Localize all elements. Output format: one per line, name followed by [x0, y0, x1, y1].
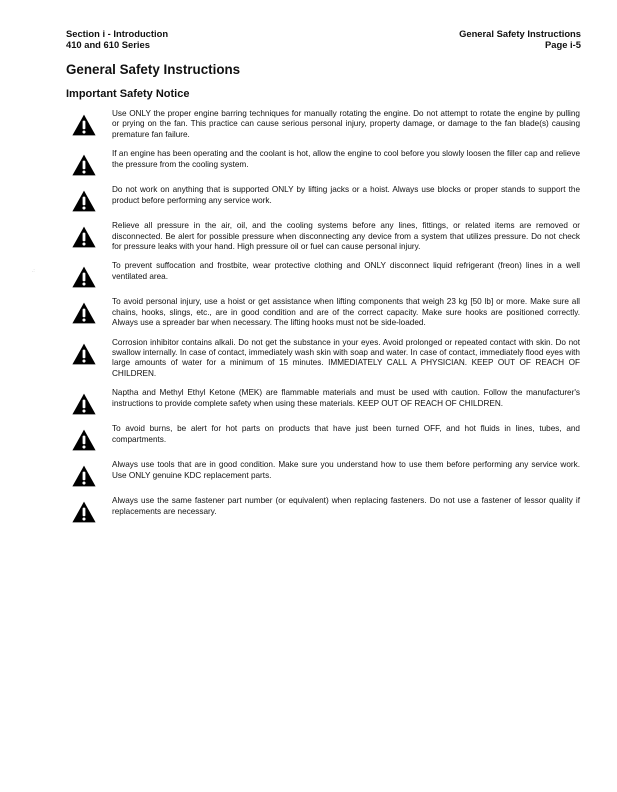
header-section-info [66, 28, 168, 50]
warning-triangle-icon [72, 190, 96, 212]
warning-triangle-icon [72, 429, 96, 451]
warning-triangle-shape [72, 114, 96, 136]
scan-artifact: .: [32, 268, 35, 274]
safety-notice-text: To avoid personal injury, use a hoist or get assistance when lifting components that weigh 23 kg [50 lb] or more. Make sure all chains, hooks, slings, etc., are in good condition and are of the correct capacity. Make sure hooks are positioned correctly. Always use a spreader bar when necessary. The lifting hooks must not be side-loaded. [112, 297, 580, 328]
safety-notice-text: To avoid burns, be alert for hot parts on products that have just been turned OFF, and hot fluids in lines, tubes, and compartments. [112, 424, 580, 444]
warning-triangle-icon [72, 465, 96, 487]
safety-notice-3 [72, 185, 580, 212]
warning-triangle-icon [72, 302, 96, 324]
warning-triangle-shape [72, 226, 96, 248]
safety-notice-8 [72, 388, 580, 415]
warning-triangle-shape [72, 501, 96, 523]
safety-notice-text: Corrosion inhibitor contains alkali. Do not get the substance in your eyes. Avoid prolonged or repeated contact with skin. Do not swallow internally. In case of contact, immediately wash skin with soap and water. In case of contact, immediately flood eyes with large amounts of water for a minimum of 15 minutes. IMMEDIATELY CALL A PHYSICIAN. KEEP OUT OF REACH OF CHILDREN. [112, 337, 580, 378]
warning-triangle-shape [72, 266, 96, 288]
safety-notice-text: Relieve all pressure in the air, oil, and the cooling systems before any lines, fittings, or related items are removed or disconnected. Be alert for possible pressure when disconnecting any device from a system that utilizes pressure. Do not check for pressure leaks with your hand. High pressure oil or fuel can cause personal injury. [112, 221, 580, 252]
safety-notice-text: Always use tools that are in good condition. Make sure you understand how to use them before performing any service work. Use ONLY genuine KDC replacement parts. [112, 460, 580, 480]
warning-triangle-shape [72, 302, 96, 324]
warning-triangle-icon [72, 393, 96, 415]
safety-notice-text: Always use the same fastener part number (or equivalent) when replacing fasteners. Do not use a fastener of lessor quality if replacements are necessary. [112, 496, 580, 516]
warning-triangle-icon [72, 343, 96, 365]
warning-triangle-icon [72, 154, 96, 176]
warning-triangle-icon [72, 266, 96, 288]
section-title: Important Safety Notice [66, 88, 190, 100]
warning-triangle-icon [72, 501, 96, 523]
header-chapter-title: General Safety Instructions [459, 28, 581, 39]
warning-triangle-icon [72, 114, 96, 136]
warning-triangle-shape [72, 429, 96, 451]
header-page-number: Page i-5 [545, 39, 581, 50]
safety-notice-text: Do not work on anything that is supported ONLY by lifting jacks or a hoist. Always use blocks or proper stands to support the product before performing any service work. [112, 185, 580, 205]
header-section-title: Section i - Introduction [66, 28, 169, 39]
warning-triangle-shape [72, 343, 96, 365]
safety-notice-list [72, 109, 580, 532]
header-series: 410 and 610 Series [66, 39, 150, 50]
header-page-info [459, 28, 581, 50]
safety-notice-7 [72, 338, 580, 380]
warning-triangle-shape [72, 154, 96, 176]
safety-notice-text: To prevent suffocation and frostbite, wear protective clothing and ONLY disconnect liquid refrigerant (freon) lines in a well ventilated area. [112, 261, 580, 281]
warning-triangle-icon [72, 226, 96, 248]
warning-triangle-shape [72, 393, 96, 415]
safety-notice-5 [72, 261, 580, 288]
safety-notice-6 [72, 297, 580, 328]
warning-triangle-shape [72, 190, 96, 212]
safety-notice-9 [72, 424, 580, 451]
warning-triangle-shape [72, 465, 96, 487]
safety-notice-4 [72, 221, 580, 252]
safety-notice-10 [72, 460, 580, 487]
safety-notice-1 [72, 109, 580, 140]
safety-notice-text: Naptha and Methyl Ethyl Ketone (MEK) are flammable materials and must be used with caution. Follow the manufacturer's instructions to provide complete safety when using these materials. KEEP OUT OF REACH OF CHILDREN. [112, 388, 580, 408]
page-title: General Safety Instructions [66, 62, 241, 77]
safety-notice-text: If an engine has been operating and the coolant is hot, allow the engine to cool before you slowly loosen the filler cap and relieve the pressure from the cooling system. [112, 149, 580, 169]
safety-notice-11 [72, 496, 580, 523]
safety-notice-text: Use ONLY the proper engine barring techniques for manually rotating the engine. Do not attempt to rotate the engine by pulling or prying on the fan. This practice can cause serious personal injury, property damage, or damage to the fan blade(s) causing premature fan failure. [112, 109, 580, 139]
safety-notice-2 [72, 149, 580, 176]
